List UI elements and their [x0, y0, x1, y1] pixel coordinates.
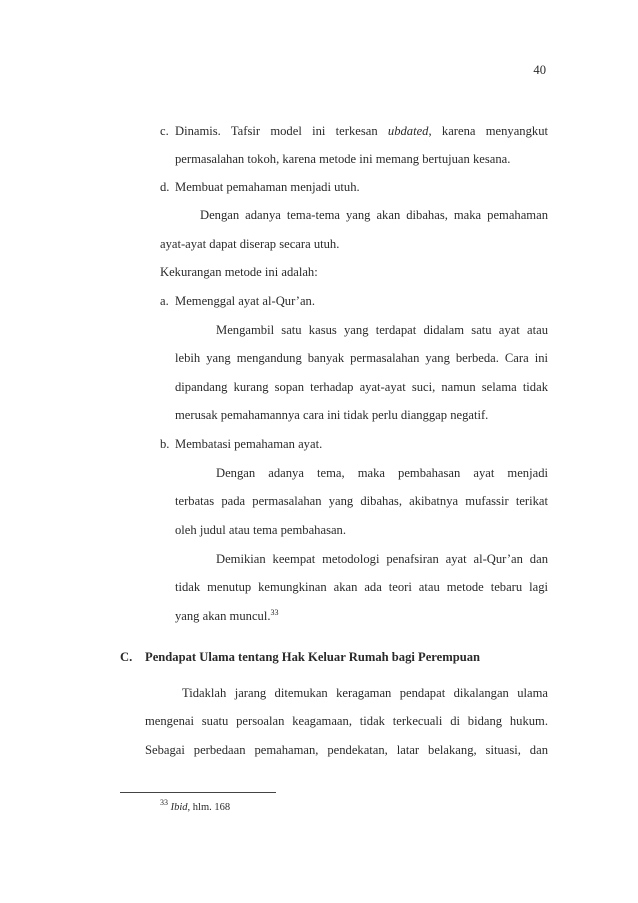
- footnote-number: 33: [160, 798, 168, 807]
- page-number: 40: [533, 63, 546, 77]
- paragraph-c-line-2: tidak menutup kemungkinan akan ada teori atau metode tebaru lagi: [175, 580, 548, 594]
- section-marker: C.: [120, 650, 133, 664]
- list-item-c-emphasis: ubdated: [387, 124, 429, 138]
- list-item-d-title: Membuat pemahaman menjadi utuh.: [175, 180, 360, 194]
- kekurangan-heading: Kekurangan metode ini adalah:: [160, 265, 318, 279]
- paragraph-a-line-2: lebih yang mengandung banyak permasalahan yang berbeda. Cara ini: [175, 351, 548, 365]
- footnote-text: , hlm. 168: [187, 802, 231, 813]
- list-marker-a: a.: [160, 294, 169, 308]
- section-paragraph-line-3: Sebagai perbedaan pemahaman, pendekatan, latar belakang, situasi, dan: [145, 743, 548, 757]
- footnote-divider: [120, 792, 276, 793]
- paragraph-b-line-2: terbatas pada permasalahan yang dibahas, akibatnya mufassir terikat: [175, 494, 548, 508]
- paragraph-c-line-3: [175, 608, 278, 624]
- footnote: [160, 800, 230, 816]
- section-paragraph-line-1: Tidaklah jarang ditemukan keragaman pendapat dikalangan ulama: [182, 686, 548, 700]
- footnote-ibid: Ibid: [170, 802, 188, 813]
- section-paragraph-line-2: mengenai suatu persoalan keagamaan, tidak terkecuali di bidang hukum.: [145, 714, 548, 728]
- list-marker-c: c.: [160, 124, 169, 138]
- paragraph-a-line-1: Mengambil satu kasus yang terdapat didalam satu ayat atau: [216, 323, 548, 337]
- paragraph-c-line-3-text: yang akan muncul.: [175, 609, 271, 623]
- list-marker-d: d.: [160, 180, 170, 194]
- paragraph-d-line-1: Dengan adanya tema-tema yang akan dibahas, maka pemahaman: [200, 208, 548, 222]
- paragraph-d-line-2: ayat-ayat dapat diserap secara utuh.: [160, 237, 340, 251]
- paragraph-b-line-1: Dengan adanya tema, maka pembahasan ayat menjadi: [216, 466, 548, 480]
- list-item-a-title: Memenggal ayat al-Qur’an.: [175, 294, 315, 308]
- section-title: Pendapat Ulama tentang Hak Keluar Rumah bagi Perempuan: [145, 650, 481, 664]
- list-item-c-line-2: permasalahan tokoh, karena metode ini memang bertujuan kesana.: [175, 152, 511, 166]
- paragraph-a-line-4: merusak pemahamannya cara ini tidak perlu dianggap negatif.: [175, 408, 489, 422]
- footnote-reference: 33: [270, 608, 279, 617]
- list-item-c-text-end: , karena menyangkut: [428, 124, 548, 138]
- paragraph-c-line-1: Demikian keempat metodologi penafsiran ayat al-Qur’an dan: [216, 552, 548, 566]
- paragraph-a-line-3: dipandang kurang sopan terhadap ayat-ayat suci, namun selama tidak: [175, 380, 548, 394]
- list-marker-b: b.: [160, 437, 170, 451]
- list-item-c-line-1: [175, 123, 548, 139]
- list-item-c-text: Dinamis. Tafsir model ini terkesan: [175, 124, 388, 138]
- paragraph-b-line-3: oleh judul atau tema pembahasan.: [175, 523, 347, 537]
- list-item-b-title: Membatasi pemahaman ayat.: [175, 437, 323, 451]
